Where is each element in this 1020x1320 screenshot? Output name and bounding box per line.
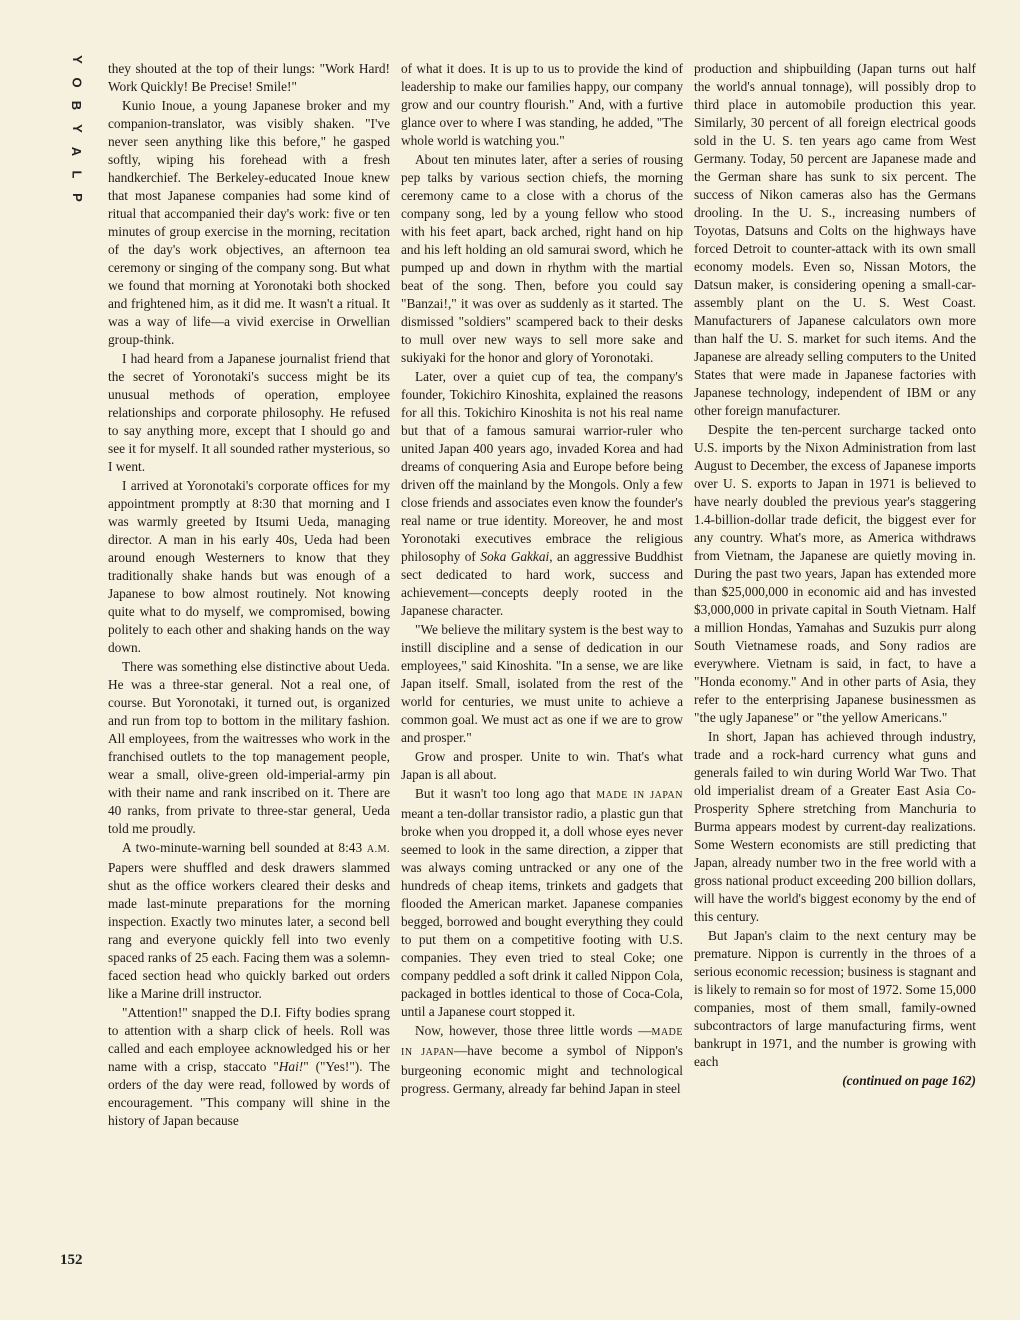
small-caps-text: MADE IN JAPAN — [596, 790, 683, 801]
title-letter: B — [69, 100, 85, 111]
text-run: " ("Yes!"). The orders of the day were read, followed by words of encouragement. "This company will shine in the history of Japan because — [108, 1059, 390, 1128]
title-letter: A — [69, 146, 85, 157]
text-run: But it wasn't too long ago that — [415, 786, 591, 801]
small-caps-text: A.M. — [366, 844, 390, 855]
text-run: Papers were shuffled and desk drawers slammed shut as the office workers cleared their desks and made last-minute preparations for the morning inspection. Exactly two minutes later, a second bell rang and everyone quickly fell into two evenly spaced ranks of 25 each. Facing them was a solemn-faced section head who quickly barked out orders like a Marine drill instructor. — [108, 860, 390, 1001]
page-number: 152 — [60, 1252, 83, 1268]
paragraph — [108, 1004, 390, 1130]
paragraph: "We believe the military system is the best way to instill discipline and a sense of dedication in our employees," said Kinoshita. "In a sense, we are like Japan itself. Small, isolated from the rest of the world for centuries, we must unite to achieve a common goal. We must act as one if we are to grow and prosper." — [401, 622, 683, 745]
text-column-3 — [694, 60, 976, 1091]
title-letter: Y — [69, 124, 85, 133]
text-run: Now, however, those three little words — — [415, 1023, 652, 1038]
text-run: "Attention!" snapped the D.I. Fifty bodies sprang to attention with a sharp click of heels. Roll was called and each employee acknowledged his or her name with a crisp, staccato " — [108, 1005, 390, 1074]
paragraph: of what it does. It is up to us to provide the kind of leadership to make our families happy, our company grow and our country flourish." And, with a furtive glance over to where I was standing, he added, "The whole world is watching you." — [401, 61, 683, 148]
paragraph — [401, 785, 683, 1021]
small-caps-text: MADE IN JAPAN — [401, 1027, 683, 1058]
title-letter: Y — [69, 55, 85, 64]
paragraph: production and shipbuilding (Japan turns out half the world's annual tonnage), will possibly drop to third place in automobile production this year. Similarly, 30 percent of all foreign electrical goods sold in the U. S. ten years ago came from West Germany. Today, 50 percent are Japanese made and the German share has sunk to six percent. The success of Nikon cameras also has the Germans drooling. In the U. S., increasing numbers of Toyotas, Datsuns and Colts on the highways have forced Detroit to counter-attack with its own small economy models. Even so, Nissan Motors, the Datsun maker, is considering opening a small-car-assembly plant on the U. S. West Coast. Manufacturers of Japanese calculators own more than half the U. S. market for such items. And the Japanese are already selling computers to the United States that were made in Japanese factories with Japanese technology, independent of IBM or any other foreign manufacturer. — [694, 61, 976, 418]
continued-note: (continued on page 162) — [842, 1073, 976, 1088]
paragraph: Despite the ten-percent surcharge tacked onto U.S. imports by the Nixon Administration from last August to December, the excess of Japanese imports over U. S. exports to Japan in 1971 is believed to have nearly doubled the previous year's staggering 1.4-billion-dollar trade deficit, the biggest ever for any country. What's more, as America withdraws from Vietnam, the Japanese are quietly moving in. During the past two years, Japan has extended more than $25,000,000 in economic aid and has invested $3,000,000 in private capital in South Vietnam. Half a million Hondas, Yamahas and Suzukis purr along South Vietnamese roads, and Sony radios are everywhere. Vietnam is said, in fact, to have a "Honda economy." And in other parts of Asia, they refer to the enterprising Japanese businessmen as "the ugly Japanese" or "the yellow Americans." — [694, 422, 976, 725]
italic-text: Hai! — [278, 1059, 304, 1074]
paragraph: In short, Japan has achieved through industry, trade and a rock-hard currency what guns and generals failed to win during World War Two. That old imperialist dream of a Greater East Asia Co-Prosperity Sphere stretching from Manchuria to Burma appears modest by current-day realizations. Some Western economists are still predicting that Japan, already number two in the free world with a gross national product exceeding 200 billion dollars, will have the world's biggest economy by the end of this century. — [694, 729, 976, 924]
paragraph: But Japan's claim to the next century may be premature. Nippon is currently in the throes of a serious economic recession; business is stagnant and is likely to remain so for most of 1972. Some 15,000 companies, most of them small, family-owned subcontractors of large manufacturing firms, went bankrupt in 1971, and the number is growing with each — [694, 928, 976, 1069]
title-letter: L — [69, 170, 85, 179]
paragraph: Grow and prosper. Unite to win. That's what Japan is all about. — [401, 749, 683, 782]
paragraph — [401, 1022, 683, 1098]
italic-text: Soka Gakkai — [480, 549, 550, 564]
text-column-2 — [401, 60, 683, 1099]
magazine-title-vertical — [62, 48, 92, 209]
paragraph — [108, 839, 390, 1003]
text-run: , an aggressive Buddhist sect dedicated to hard work, success and achievement—concepts deeply rooted in the Japanese character. — [401, 549, 683, 618]
paragraph: they shouted at the top of their lungs: "Work Hard! Work Quickly! Be Precise! Smile!" — [108, 61, 390, 94]
title-letter: P — [69, 193, 85, 202]
text-run: —have become a symbol of Nippon's burgeoning economic might and technological progress. Germany, already far behind Japan in steel — [401, 1043, 683, 1096]
paragraph: There was something else distinctive about Ueda. He was a three-star general. Not a real one, of course. But Yoronotaki, it turned out, is organized and run from top to bottom in the military fashion. All employees, from the waitresses who work in the franchised outlets to the top management people, wear a small, olive-green old-imperial-army pin with their name and rank inscribed on it. There are 40 ranks, from private to three-star general, Ueda told me proudly. — [108, 659, 390, 836]
paragraph: I had heard from a Japanese journalist friend that the secret of Yoronotaki's success might be its unusual methods of operation, employee relationships and corporate philosophy. He refused to say anything more, except that I should go and see it for myself. It all sounded rather mysterious, so I went. — [108, 351, 390, 474]
paragraph — [401, 368, 683, 620]
text-run: A two-minute-warning bell sounded at 8:43 — [122, 840, 363, 855]
paragraph: Kunio Inoue, a young Japanese broker and my companion-translator, was visibly shaken. "I've never seen anything like this before," he gasped softly, wiping his forehead with a fresh handkerchief. The Berkeley-educated Inoue knew that most Japanese companies had some kind of ritual that accompanied their day's work: five or ten minutes of group exercise in the morning, recitation of the day's work objectives, an afternoon tea ceremony or singing of the company song. But what we found that morning at Yoronotaki both shocked and frightened him, as it did me. It wasn't a ritual. It was a way of life—a vivid exercise in Orwellian group-think. — [108, 98, 390, 347]
text-run: meant a ten-dollar transistor radio, a plastic gun that broke when you dropped it, a doll whose eyes never seemed to look in the same direction, a zipper that was always coming untracked or any one of the hundreds of cheap items, trinkets and gadgets that flooded the American market. Japanese companies begged, borrowed and bought everything they could to put them on a competitive footing with U.S. companies. They even tried to steal Coke; one company peddled a soft drink it called Nippon Cola, packaged in bottles identical to those of Coca-Cola, until a Japanese court stopped it. — [401, 806, 683, 1019]
text-run: Later, over a quiet cup of tea, the company's founder, Tokichiro Kinoshita, explained the reasons for all this. Tokichiro Kinoshita is not his real name but that of a famous samurai warrior-ruler who united Japan 400 years ago, invaded Korea and had dreams of conquering Asia and Europe before being driven off the mainland by the Mongols. Only a few close friends and associates even know the founder's real name or true identity. Moreover, he and most Yoronotaki executives embrace the religious philosophy of — [401, 369, 683, 564]
title-letter: O — [69, 77, 85, 88]
paragraph: I arrived at Yoronotaki's corporate offices for my appointment promptly at 8:30 that morning and I was warmly greeted by Itsumi Ueda, managing director. A man in his early 40s, Ueda had been around enough Westerners to know that they traditionally shake hands but was enough of a Japanese to bow almost routinely. Not knowing quite what to do myself, we compromised, bowing politely to each other and shaking hands on the way down. — [108, 478, 390, 655]
text-column-1 — [108, 60, 390, 1131]
paragraph: About ten minutes later, after a series of rousing pep talks by various section chiefs, the morning ceremony came to a close with a chorus of the company song, led by a young fellow who stood with his feet apart, back arched, right hand on hip and his left holding an old samurai sword, which he pumped up and down in rhythm with the martial beat of the song. Then, before you could say "Banzai!," it was over as suddenly as it started. The dismissed "soldiers" scampered back to their desks to mull over new ways to sell more sake and sukiyaki for the honor and glory of Yoronotaki. — [401, 152, 683, 365]
